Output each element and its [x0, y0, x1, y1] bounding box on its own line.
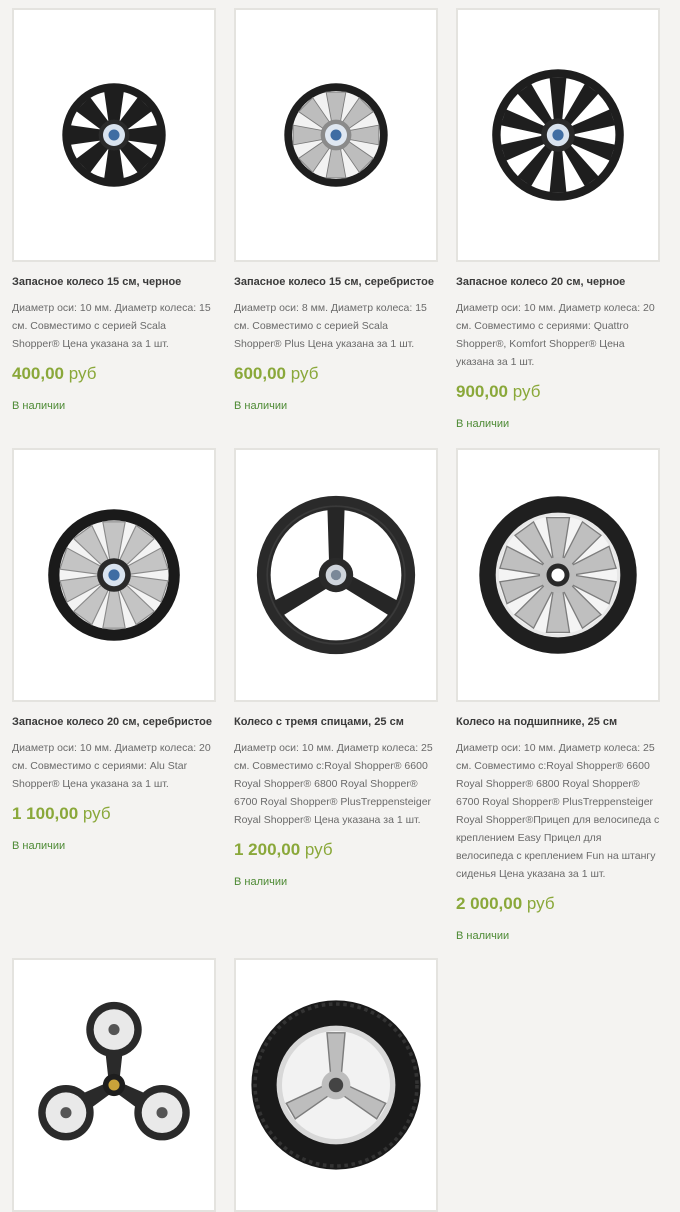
product-description: Диаметр оси: 10 мм. Диаметр колеса: 15 см. Совместимо с серией Scala Shopper® Цена указана за 1 шт.: [12, 302, 211, 350]
product-price: [456, 379, 660, 405]
product-image[interactable]: [234, 958, 438, 1212]
price-currency: руб: [82, 804, 111, 823]
price-currency: руб: [68, 364, 97, 383]
three-spoke-wheel-icon: [250, 489, 422, 661]
product-card: [234, 448, 438, 889]
product-image[interactable]: [456, 8, 660, 262]
price-currency: руб: [526, 894, 555, 913]
product-card: [12, 448, 216, 853]
black-wheel-15cm-icon: [59, 80, 169, 190]
availability-status: В наличии: [12, 840, 66, 852]
availability-status: В наличии: [234, 876, 288, 888]
product-image[interactable]: [12, 958, 216, 1212]
product-card: [456, 8, 660, 431]
product-title[interactable]: Запасное колесо 20 см, серебристое: [12, 716, 212, 728]
product-price: [234, 837, 438, 863]
price-value: 400,00: [12, 364, 64, 383]
product-price: [12, 801, 216, 827]
silver-wheel-20cm-icon: [44, 505, 184, 645]
availability-status: В наличии: [456, 930, 510, 942]
product-card: [12, 958, 216, 1212]
price-value: 1 100,00: [12, 804, 79, 823]
product-title[interactable]: Запасное колесо 15 см, серебристое: [234, 276, 434, 288]
price-value: 2 000,00: [456, 894, 523, 913]
product-image[interactable]: [234, 448, 438, 702]
product-card: [12, 8, 216, 413]
availability-status: В наличии: [12, 400, 66, 412]
price-currency: руб: [512, 382, 541, 401]
product-title[interactable]: Колесо на подшипнике, 25 см: [456, 716, 618, 728]
product-card: [456, 448, 660, 943]
product-image[interactable]: [234, 8, 438, 262]
product-description: Диаметр оси: 10 мм. Диаметр колеса: 20 см. Совместимо с сериями: Quattro Shopper®, Komfort Shopper® Цена указана за 1 шт.: [456, 302, 655, 368]
stair-climber-wheel-icon: [19, 1000, 209, 1170]
product-price: [12, 361, 216, 387]
product-description: Диаметр оси: 10 мм. Диаметр колеса: 25 см. Совместимо с:Royal Shopper® 6600 Royal Shopper® 6800 Royal Shopper® 6700 Royal Shopper® PlusTreppensteiger Royal Shopper® Цена указана за 1 шт.: [234, 742, 433, 826]
product-title[interactable]: Запасное колесо 20 см, черное: [456, 276, 626, 288]
black-wheel-20cm-icon: [488, 65, 628, 205]
silver-wheel-15cm-icon: [281, 80, 391, 190]
product-card: [234, 958, 438, 1212]
price-value: 600,00: [234, 364, 286, 383]
price-value: 900,00: [456, 382, 508, 401]
price-currency: руб: [304, 840, 333, 859]
product-price: [234, 361, 438, 387]
availability-status: В наличии: [234, 400, 288, 412]
product-image[interactable]: [12, 448, 216, 702]
product-image[interactable]: [12, 8, 216, 262]
availability-status: В наличии: [456, 418, 510, 430]
product-image[interactable]: [456, 448, 660, 702]
product-description: Диаметр оси: 8 мм. Диаметр колеса: 15 см. Совместимо с серией Scala Shopper® Plus Цена указана за 1 шт.: [234, 302, 427, 350]
product-card: [234, 8, 438, 413]
pneumatic-wheel-icon: [246, 995, 426, 1175]
product-title[interactable]: Запасное колесо 15 см, черное: [12, 276, 182, 288]
product-description: Диаметр оси: 10 мм. Диаметр колеса: 25 см. Совместимо с:Royal Shopper® 6600 Royal Shopper® 6800 Royal Shopper® 6700 Royal Shopper® PlusTreppensteiger Royal Shopper®Прицеп для велосипеда с креплением Easy Прицел для велосипеда с креплением Fun на штангу сиденья Цена указана за 1 шт.: [456, 742, 660, 880]
product-price: [456, 891, 660, 917]
price-currency: руб: [290, 364, 319, 383]
bearing-wheel-icon: [476, 493, 640, 657]
product-description: Диаметр оси: 10 мм. Диаметр колеса: 20 см. Совместимо с сериями: Alu Star Shopper® Цена указана за 1 шт.: [12, 742, 211, 790]
price-value: 1 200,00: [234, 840, 301, 859]
product-title[interactable]: Колесо с тремя спицами, 25 см: [234, 716, 404, 728]
